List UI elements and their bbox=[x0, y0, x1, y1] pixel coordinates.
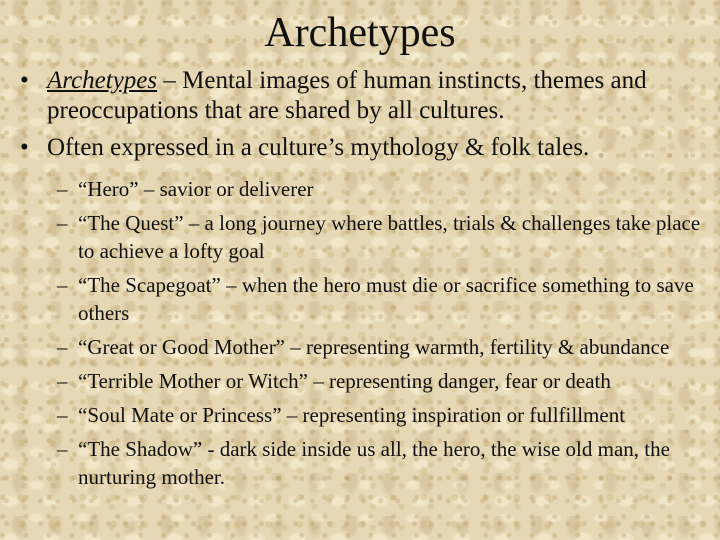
dash-marker: – bbox=[57, 369, 68, 393]
dash-marker: – bbox=[57, 437, 68, 461]
bullet-text: – Mental images of human instincts, themes and preoccupations that are shared by all cultures. bbox=[47, 67, 647, 124]
bullet-marker: • bbox=[20, 134, 29, 161]
dash-marker: – bbox=[57, 403, 68, 427]
sub-item-text: “The Scapegoat” – when the hero must die or sacrifice something to save others bbox=[78, 273, 694, 325]
dash-marker: – bbox=[57, 211, 68, 235]
bullet-list bbox=[20, 66, 710, 170]
slide-title: Archetypes bbox=[264, 10, 456, 56]
sub-item-soul-mate bbox=[57, 401, 717, 429]
sub-item-terrible-mother bbox=[57, 367, 717, 395]
sub-item-good-mother bbox=[57, 333, 717, 361]
sub-item-text: “Terrible Mother or Witch” – representing danger, fear or death bbox=[78, 369, 611, 393]
sub-item-text: “Soul Mate or Princess” – representing inspiration or fullfillment bbox=[78, 403, 626, 427]
sub-item-text: “The Shadow” - dark side inside us all, the hero, the wise old man, the nurturing mother. bbox=[78, 437, 670, 489]
sub-item-hero bbox=[57, 175, 717, 203]
bullet-text: Often expressed in a culture’s mythology & folk tales. bbox=[47, 134, 590, 161]
dash-marker: – bbox=[57, 335, 68, 359]
sub-item-scapegoat bbox=[57, 271, 717, 327]
sub-item-quest bbox=[57, 209, 717, 265]
bullet-item-mythology bbox=[20, 133, 710, 163]
sub-item-text: “Hero” – savior or deliverer bbox=[78, 177, 314, 201]
sub-item-text: “Great or Good Mother” – representing warmth, fertility & abundance bbox=[78, 335, 670, 359]
archetype-list bbox=[57, 175, 717, 497]
bullet-term: Archetypes bbox=[47, 67, 158, 94]
dash-marker: – bbox=[57, 273, 68, 297]
dash-marker: – bbox=[57, 177, 68, 201]
sub-item-shadow bbox=[57, 435, 717, 491]
sub-item-text: “The Quest” – a long journey where battles, trials & challenges take place to achieve a lofty goal bbox=[78, 211, 701, 263]
bullet-item-archetypes bbox=[20, 66, 710, 126]
bullet-marker: • bbox=[20, 67, 29, 94]
